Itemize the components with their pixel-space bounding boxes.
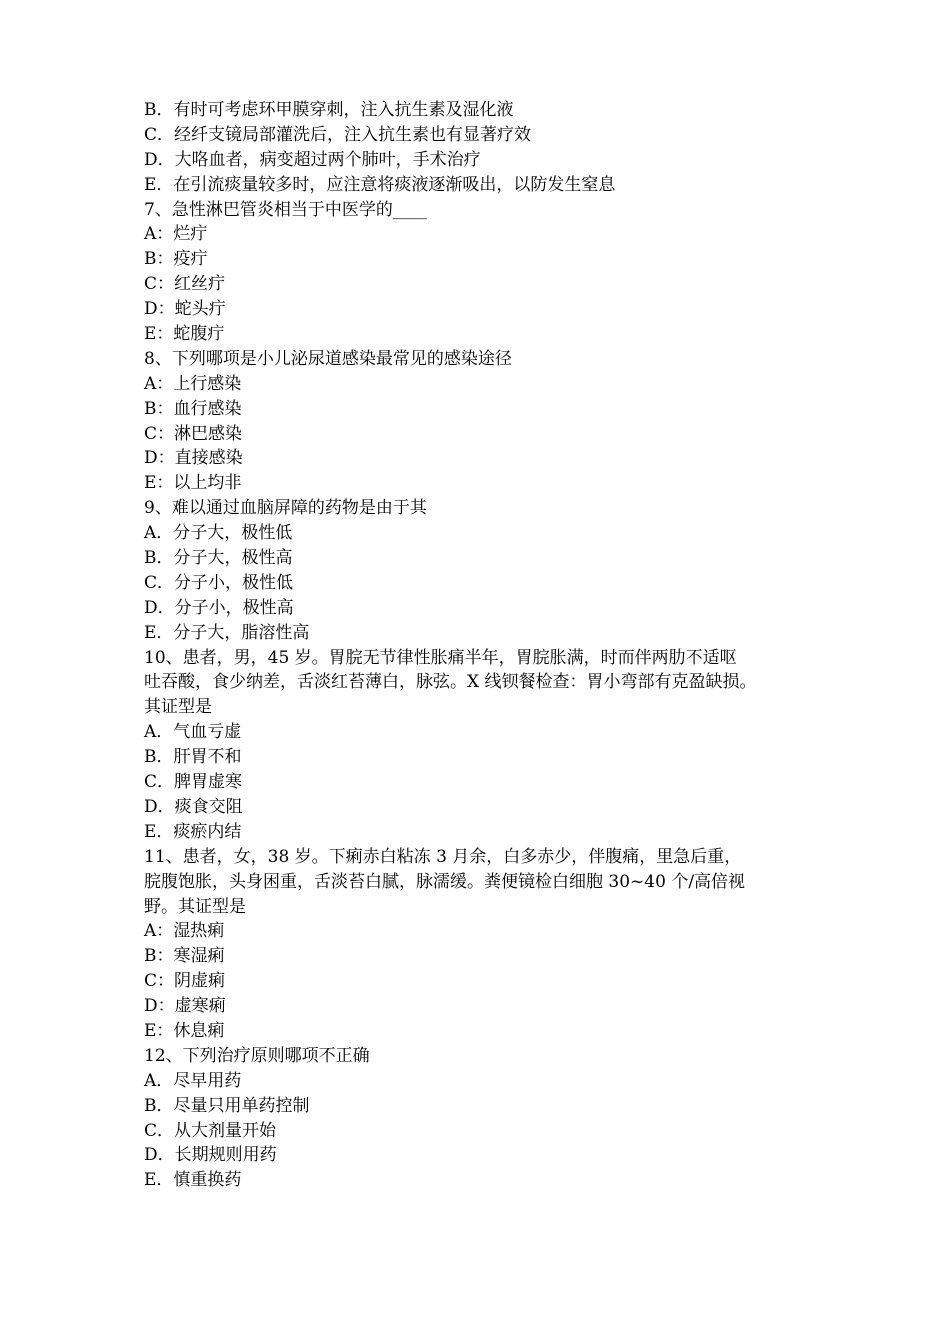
option-d: D．大咯血者，病变超过两个肺叶，手术治疗	[144, 149, 481, 170]
question-stem-line-3: 野。其证型是	[144, 896, 246, 917]
question-stem: 12、下列治疗原则哪项不正确	[144, 1045, 370, 1066]
question-stem: 8、下列哪项是小儿泌尿道感染最常见的感染途径	[144, 348, 512, 369]
option-e: E．在引流痰量较多时，应注意将痰液逐渐吸出，以防发生窒息	[144, 174, 616, 195]
option-b: B．分子大，极性高	[144, 548, 293, 569]
option-d: D．长期规则用药	[144, 1145, 277, 1166]
option-d: D：蛇头疔	[144, 299, 226, 320]
option-e: E．痰瘀内结	[144, 821, 242, 842]
option-b: B：寒湿痢	[144, 946, 225, 967]
question-6-continued	[144, 98, 824, 198]
option-a: A：烂疔	[144, 224, 208, 245]
option-b: B．尽量只用单药控制	[144, 1095, 310, 1116]
option-d: D．分子小，极性高	[144, 597, 294, 618]
option-c: C．从大剂量开始	[144, 1120, 277, 1141]
option-d: D．痰食交阻	[144, 796, 243, 817]
question-8	[144, 347, 824, 496]
option-c: C：淋巴感染	[144, 423, 243, 444]
option-d: D：虚寒痢	[144, 996, 226, 1017]
option-e: E：休息痢	[144, 1020, 225, 1041]
option-c: C．分子小，极性低	[144, 572, 294, 593]
question-7	[144, 198, 824, 347]
option-b: B．肝胃不和	[144, 747, 242, 768]
option-a: A．尽早用药	[144, 1070, 242, 1091]
option-a: A：上行感染	[144, 373, 242, 394]
question-stem: 7、急性淋巴管炎相当于中医学的____	[144, 199, 427, 220]
option-b: B：疫疔	[144, 249, 208, 270]
question-11	[144, 845, 824, 1044]
option-a: A．气血亏虚	[144, 722, 242, 743]
option-e: E．慎重换药	[144, 1170, 242, 1191]
question-stem-line-2: 吐吞酸，食少纳差，舌淡红苔薄白，脉弦。X 线钡餐检查：胃小弯部有克盈缺损。	[144, 672, 757, 693]
option-a: A．分子大，极性低	[144, 523, 293, 544]
question-10	[144, 646, 824, 845]
option-e: E．分子大，脂溶性高	[144, 622, 310, 643]
question-stem: 9、难以通过血脑屏障的药物是由于其	[144, 498, 427, 519]
option-b: B．有时可考虑环甲膜穿刺，注入抗生素及湿化液	[144, 100, 514, 120]
document-body	[144, 98, 824, 1193]
question-9	[144, 496, 824, 645]
option-c: C．脾胃虚寒	[144, 772, 243, 793]
option-e: E：蛇腹疔	[144, 324, 225, 345]
question-12	[144, 1044, 824, 1193]
option-c: C：阴虚痢	[144, 971, 226, 992]
option-c: C：红丝疔	[144, 274, 226, 295]
option-e: E：以上均非	[144, 473, 242, 494]
question-stem-line-1: 10、患者，男，45 岁。胃脘无节律性胀痛半年，胃脘胀满，时而伴两肋不适呕	[144, 647, 737, 668]
option-d: D：直接感染	[144, 448, 243, 469]
option-b: B：血行感染	[144, 398, 242, 419]
option-a: A：湿热痢	[144, 921, 225, 942]
question-stem-line-2: 脘腹饱胀，头身困重，舌淡苔白腻，脉濡缓。粪便镜检白细胞 30~40 个/高倍视	[144, 871, 746, 892]
question-stem-line-1: 11、患者，女，38 岁。下痢赤白粘冻 3 月余，白多赤少，伴腹痛，里急后重，	[144, 846, 742, 867]
question-stem-line-3: 其证型是	[144, 697, 212, 718]
option-c: C．经纤支镜局部灌洗后，注入抗生素也有显著疗效	[144, 124, 532, 145]
